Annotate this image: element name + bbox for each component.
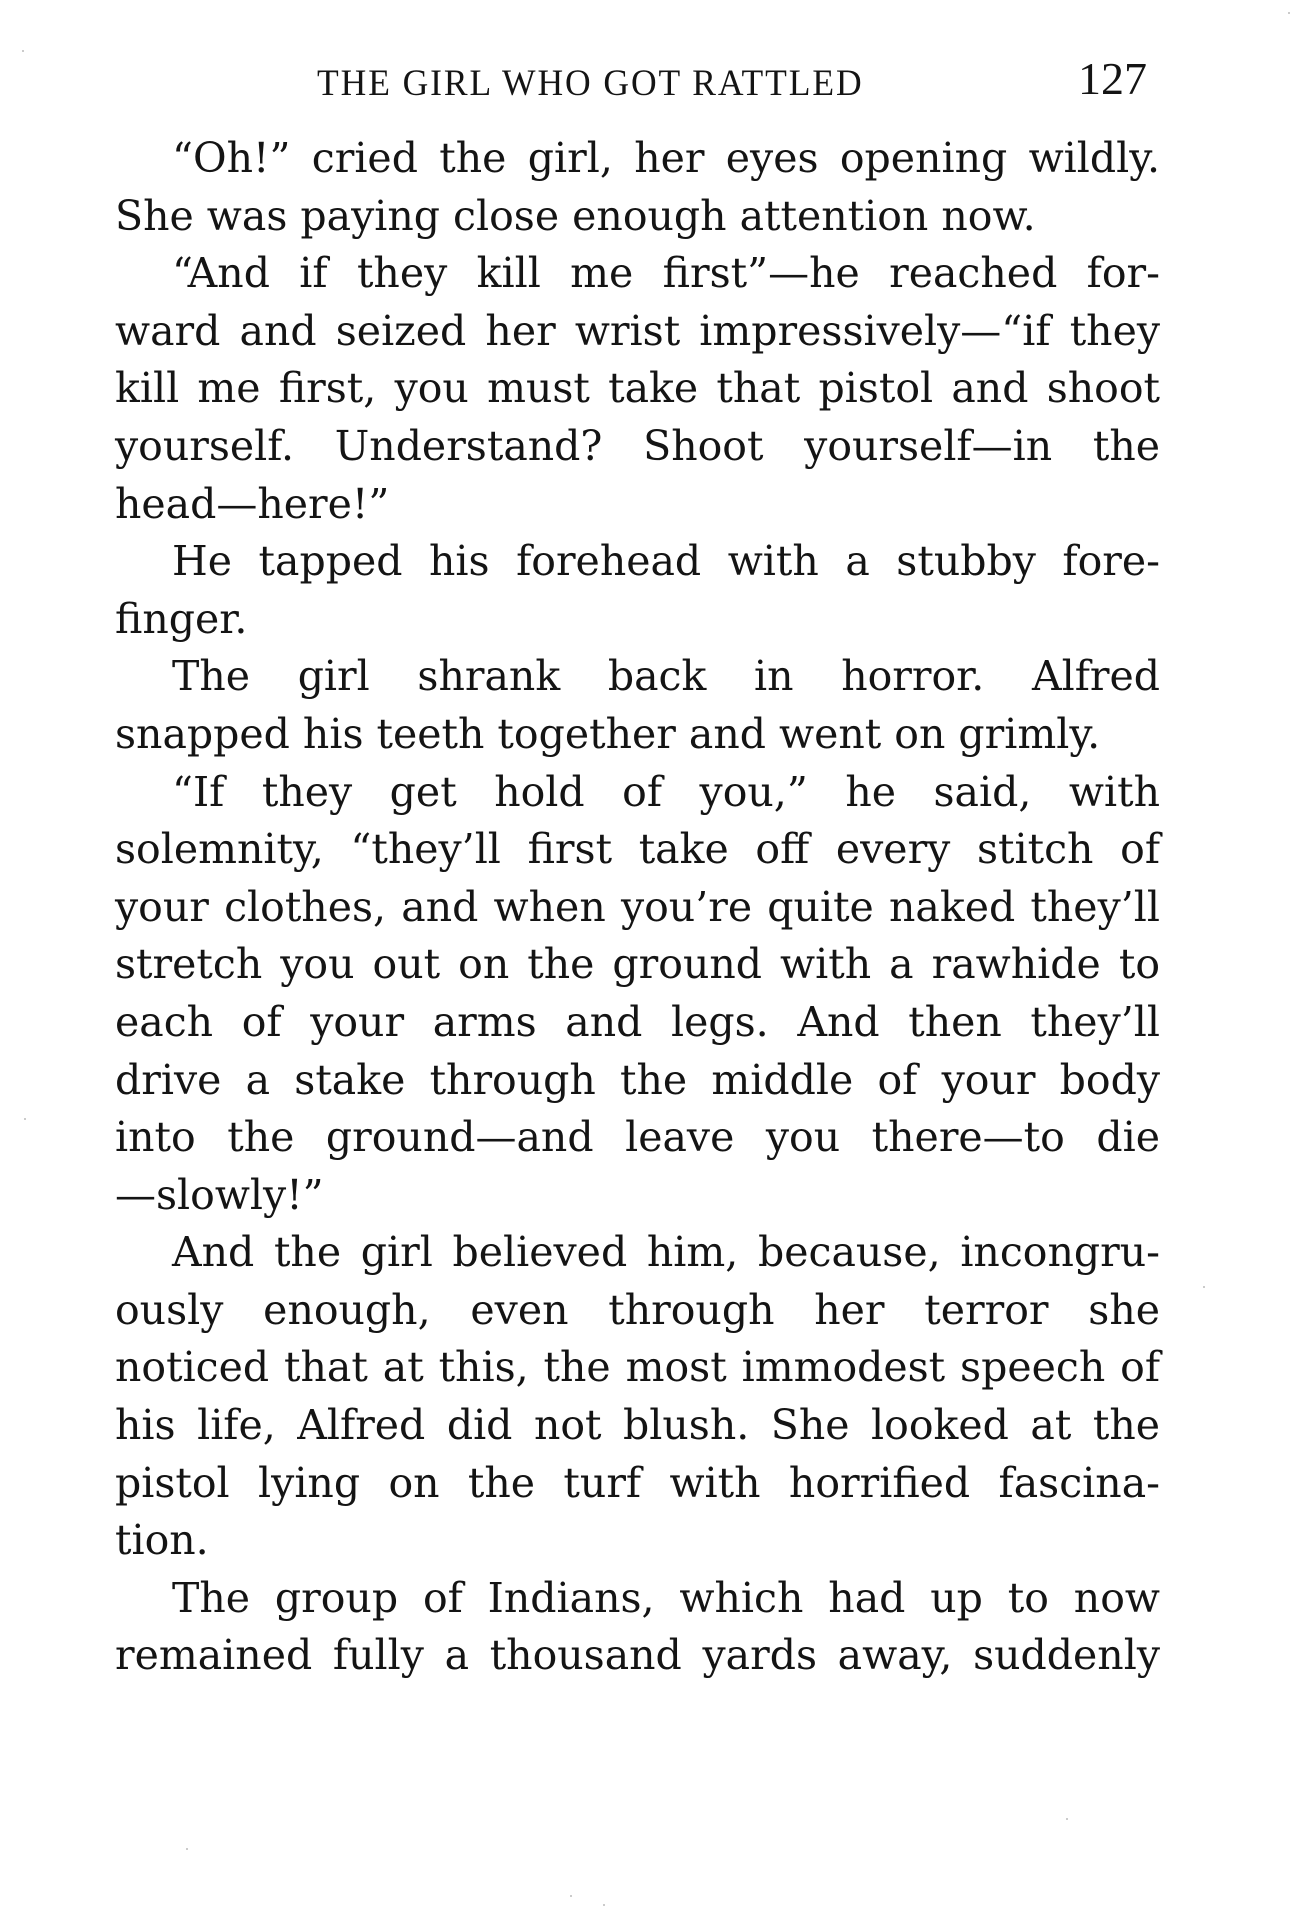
- paper-speck: [186, 1848, 188, 1850]
- paragraph: [115, 533, 1160, 648]
- paper-speck: [1066, 1818, 1068, 1820]
- text-line: head—here!”: [115, 479, 390, 528]
- text-line: noticed that at this, the most immodest speech of: [115, 1343, 1160, 1392]
- text-line: The group of Indians, which had up to now: [172, 1573, 1160, 1622]
- paper-speck: [1203, 1286, 1205, 1288]
- paragraph: [115, 648, 1160, 763]
- paper-speck: [24, 1118, 26, 1120]
- paper-speck: [22, 50, 24, 52]
- page-number: 127: [1078, 53, 1147, 104]
- paper-speck: [1288, 12, 1290, 14]
- text-line: He tapped his forehead with a stubby fore-: [172, 537, 1160, 586]
- text-line: kill me first, you must take that pistol and shoot: [115, 364, 1160, 413]
- text-line: ously enough, even through her terror she: [115, 1285, 1160, 1334]
- text-line: ward and seized her wrist impressively—“if they: [115, 306, 1160, 355]
- text-line: drive a stake through the middle of your body: [115, 1055, 1160, 1104]
- text-line: finger.: [115, 594, 248, 643]
- paragraph: [115, 130, 1160, 245]
- text-line: tion.: [115, 1516, 209, 1565]
- text-line: pistol lying on the turf with horrified fascina-: [115, 1458, 1160, 1507]
- text-line: The girl shrank back in horror. Alfred: [172, 652, 1160, 701]
- text-line: yourself. Understand? Shoot yourself—in the: [115, 421, 1160, 470]
- text-line: “If they get hold of you,” he said, with: [172, 767, 1160, 816]
- text-line: each of your arms and legs. And then they’ll: [115, 997, 1160, 1046]
- running-title: THE GIRL WHO GOT RATTLED: [317, 63, 864, 104]
- text-line: She was paying close enough attention now.: [115, 191, 1036, 240]
- paragraph: [115, 245, 1160, 533]
- text-line: —slowly!”: [115, 1170, 324, 1219]
- text-line: stretch you out on the ground with a rawhide to: [115, 940, 1160, 989]
- paper-speck: [603, 1904, 605, 1906]
- text-line: remained fully a thousand yards away, suddenly: [115, 1631, 1160, 1680]
- paper-speck: [570, 1895, 572, 1897]
- text-line: his life, Alfred did not blush. She looked at the: [115, 1401, 1160, 1450]
- text-line: snapped his teeth together and went on grimly.: [115, 709, 1101, 758]
- text-line: “Oh!” cried the girl, her eyes opening wildly.: [172, 134, 1160, 182]
- paragraph: [115, 764, 1160, 1225]
- text-line: your clothes, and when you’re quite naked they’ll: [115, 882, 1160, 931]
- text-line: And the girl believed him, because, incongru-: [172, 1228, 1160, 1277]
- text-line: into the ground—and leave you there—to die: [115, 1113, 1160, 1162]
- paragraph: [115, 1570, 1160, 1685]
- text-line: solemnity, “they’ll first take off every stitch of: [115, 825, 1160, 874]
- page-header: [0, 52, 1316, 112]
- paragraph: [115, 1224, 1160, 1570]
- text-line: “And if they kill me first”—he reached for-: [172, 249, 1160, 298]
- body-text: [115, 130, 1160, 1685]
